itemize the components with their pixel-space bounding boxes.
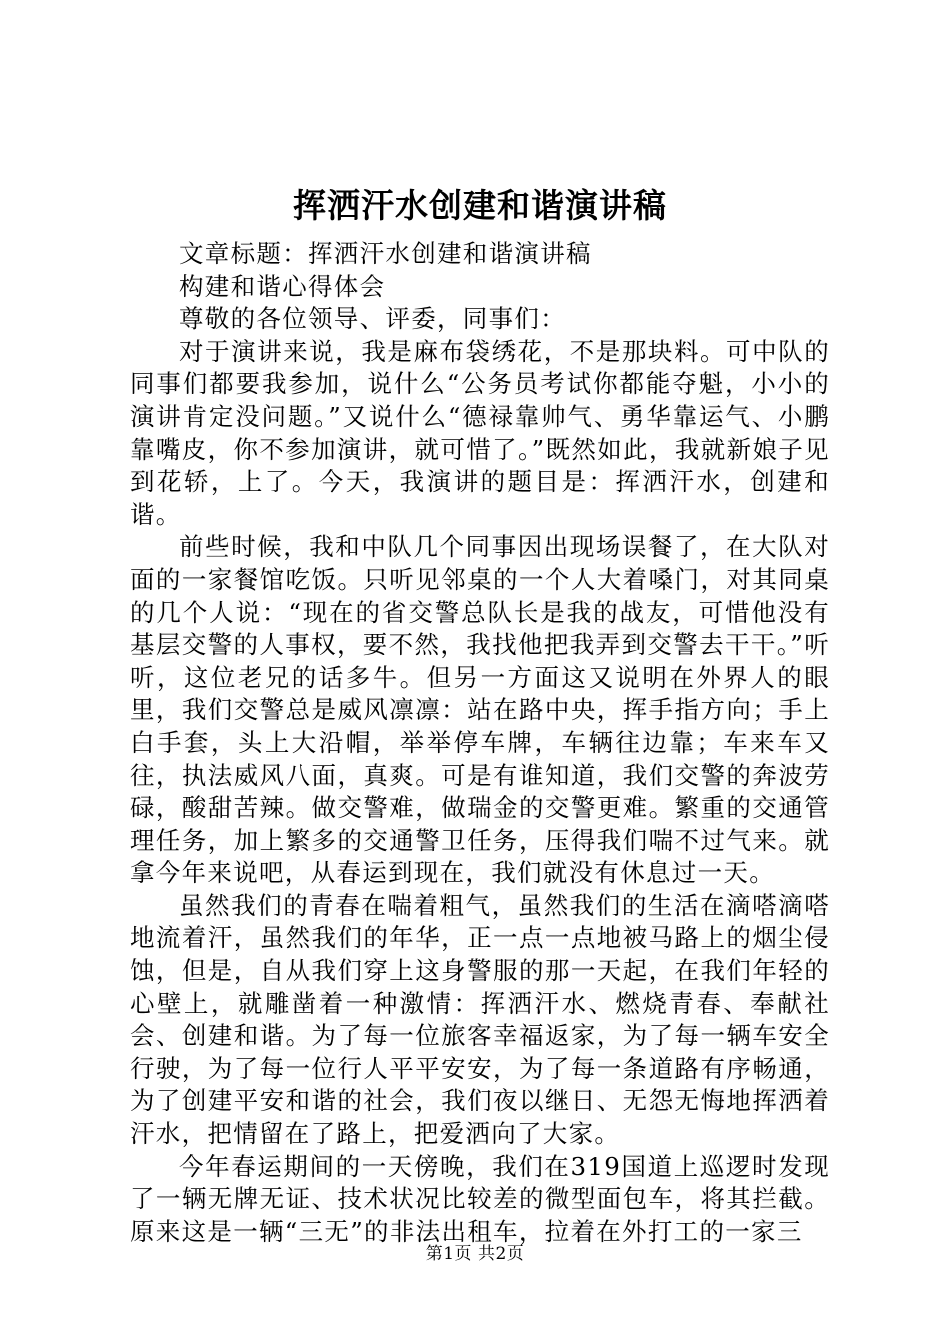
paragraph: 虽然我们的青春在喘着粗气，虽然我们的生活在滴嗒滴嗒地流着汗，虽然我们的年华，正一点一点地被马路上的烟尘侵蚀，但是，自从我们穿上这身警服的那一天起，在我们年轻的心壁上，就雕凿着一种激情：挥洒汗水、燃烧青春、奉献社会、创建和谐。为了每一位旅客幸福返家，为了每一辆车安全行驶，为了每一位行人平平安安，为了每一条道路有序畅通，为了创建平安和谐的社会，我们夜以继日、无怨无悔地挥洒着汗水，把情留在了路上，把爱洒向了大家。 <box>130 890 830 1149</box>
page-footer: 第1页 共2页 <box>425 1244 525 1264</box>
paragraph-article-title: 文章标题：挥洒汗水创建和谐演讲稿 <box>179 239 592 268</box>
paragraph: 对于演讲来说，我是麻布袋绣花，不是那块料。可中队的同事们都要我参加，说什么“公务员考试你都能夺魁，小小的演讲肯定没问题。”又说什么“德禄靠帅气、勇华靠运气、小鹏靠嘴皮，你不参加演讲，就可惜了。”既然如此，我就新娘子见到花轿，上了。今天，我演讲的题目是：挥洒汗水，创建和谐。 <box>130 336 830 529</box>
paragraph: 今年春运期间的一天傍晚，我们在319国道上巡逻时发现了一辆无牌无证、技术状况比较差的微型面包车，将其拦截。原来这是一辆“三无”的非法出租车，拉着在外打工的一家三 <box>130 1151 830 1246</box>
paragraph: 前些时候，我和中队几个同事因出现场误餐了，在大队对面的一家餐馆吃饭。只听见邻桌的一个人大着嗓门，对其同桌的几个人说：“现在的省交警总队长是我的战友，可惜他没有基层交警的人事权，要不然，我找他把我弄到交警去干干。”听听，这位老兄的话多牛。但另一方面这又说明在外界人的眼里，我们交警总是威风凛凛：站在路中央，挥手指方向；手上白手套，头上大沿帽，举举停车牌，车辆往边靠；车来车又往，执法威风八面，真爽。可是有谁知道，我们交警的奔波劳碌，酸甜苦辣。做交警难，做瑞金的交警更难。繁重的交通管理任务，加上繁多的交通警卫任务，压得我们喘不过气来。就拿今年来说吧，从春运到现在，我们就没有休息过一天。 <box>130 532 831 888</box>
paragraph-salutation: 尊敬的各位领导、评委，同事们： <box>179 304 566 334</box>
document-title: 挥洒汗水创建和谐演讲稿 <box>293 186 667 225</box>
paragraph-subtitle: 构建和谐心得体会 <box>179 271 386 301</box>
document-body <box>130 238 830 1248</box>
